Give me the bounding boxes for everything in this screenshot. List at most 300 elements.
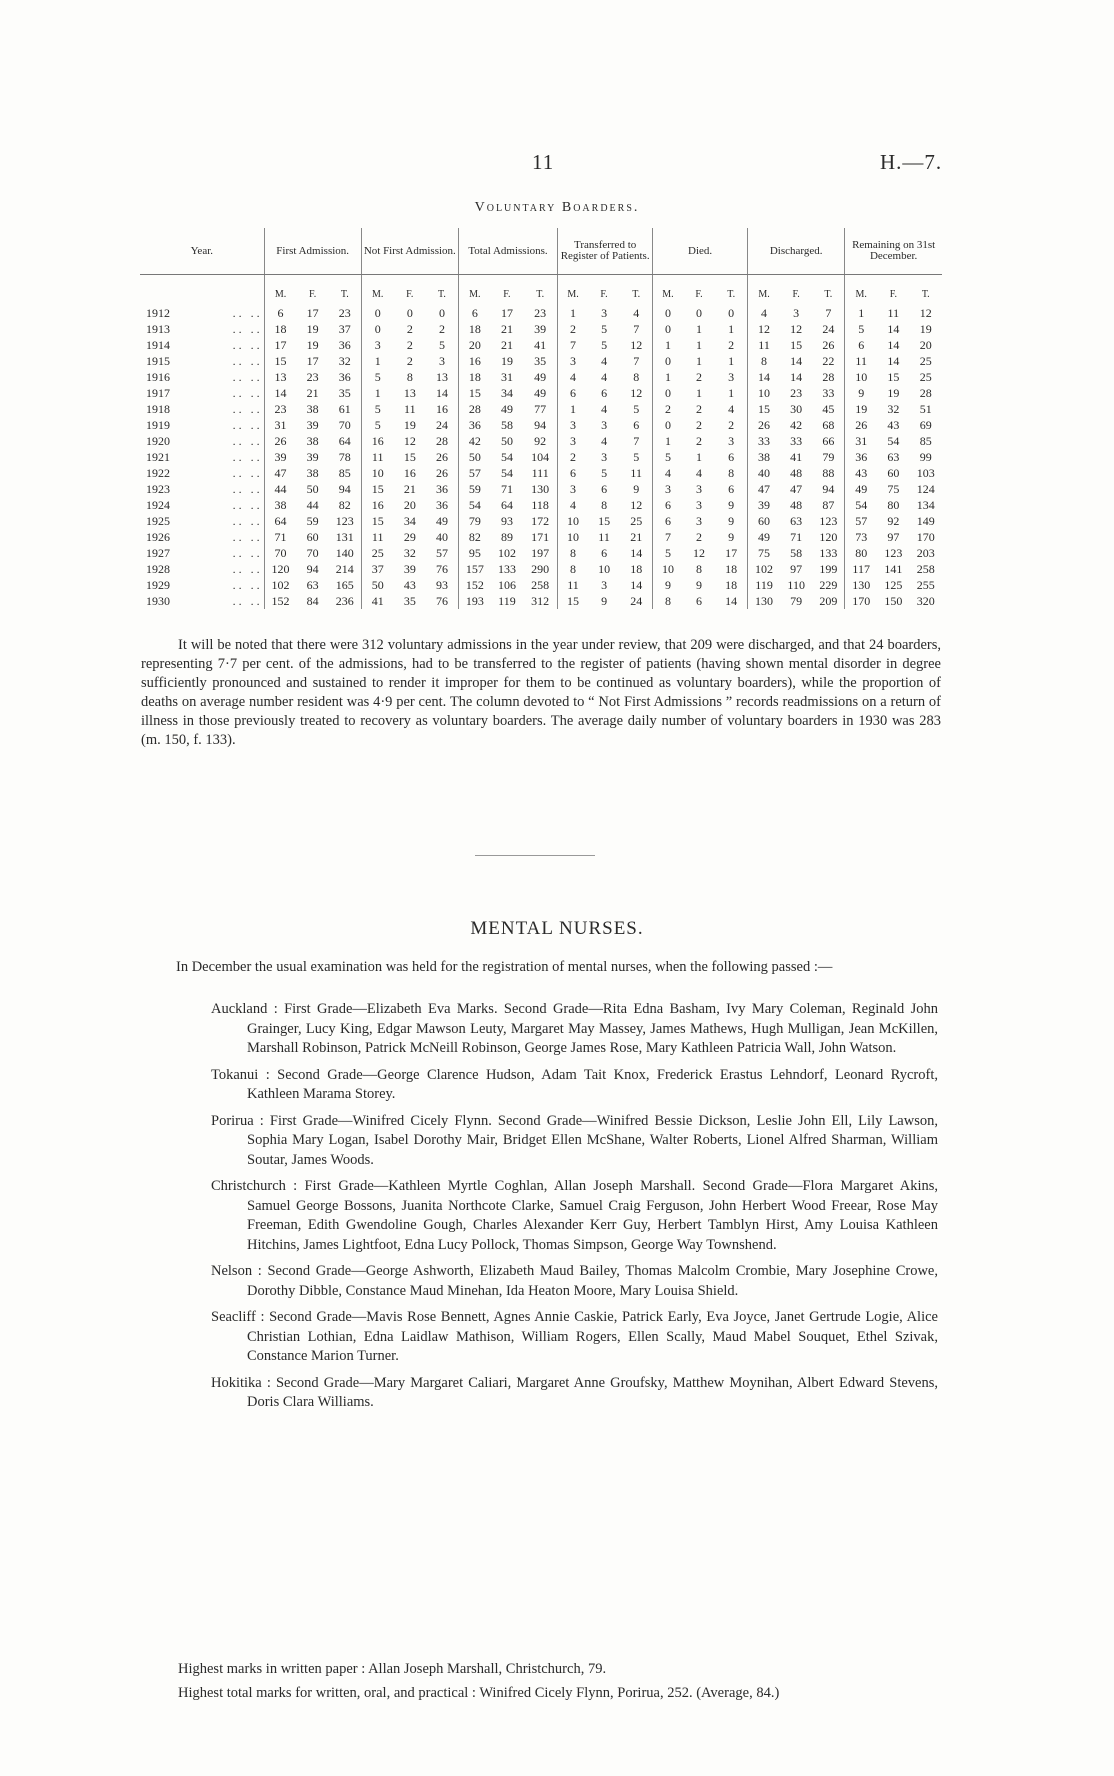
center-seacliff: Seacliff : Second Grade—Mavis Rose Bennett, Agnes Annie Caskie, Patrick Early, Eva Joyce, Janet Gertrude Logie, Alice Christian Lothian, Edna Laidlaw Mathison, William Rogers, Ellen Scally, Maud Mabel Souquet, Ethel Szivak, Constance Marion Turner. <box>211 1309 938 1364</box>
table-cell: 1 <box>653 369 683 385</box>
table-cell: 134 <box>916 498 935 512</box>
table-cell: 0 <box>653 305 683 321</box>
table-cell: 49 <box>845 481 877 497</box>
table-cell: 229 <box>819 578 838 592</box>
table-cell: 6 <box>601 482 608 496</box>
table-cell: 10 <box>598 562 611 576</box>
table-cell: 1 <box>728 386 735 400</box>
table-cell: 93 <box>435 578 448 592</box>
table-cell: 110 <box>787 578 805 592</box>
table-cell: 102 <box>748 561 780 577</box>
table-cell: 14 <box>725 594 738 608</box>
table-cell: 23 <box>534 306 547 320</box>
leader-dots: . . . . <box>232 466 260 480</box>
table-cell: 42 <box>458 433 490 449</box>
table-cell: 4 <box>601 434 608 448</box>
table-cell: 2 <box>406 354 413 368</box>
table-cell: 1 <box>653 433 683 449</box>
table-cell: 3 <box>558 433 588 449</box>
year-value: 1929 <box>146 578 170 592</box>
table-cell: 1 <box>558 401 588 417</box>
table-cell: 21 <box>500 338 513 352</box>
year-value: 1925 <box>146 514 170 528</box>
table-cell: 45 <box>822 402 835 416</box>
row-year <box>140 337 264 353</box>
table-cell: 21 <box>403 482 416 496</box>
table-cell: 130 <box>845 577 877 593</box>
table-cell: 21 <box>500 322 513 336</box>
table-cell: 75 <box>748 545 780 561</box>
row-year <box>140 513 264 529</box>
leader-dots: . . . . <box>232 402 260 416</box>
table-cell: 80 <box>887 498 900 512</box>
table-cell: 9 <box>845 385 877 401</box>
year-value: 1918 <box>146 402 170 416</box>
table-cell: 50 <box>306 482 319 496</box>
table-cell: 14 <box>748 369 780 385</box>
table-cell: 69 <box>919 418 932 432</box>
table-cell: 8 <box>558 561 588 577</box>
table-cell: 11 <box>748 337 780 353</box>
leader-dots: . . . . <box>232 338 260 352</box>
table-cell: 3 <box>601 418 608 432</box>
table-cell: 71 <box>790 530 803 544</box>
table-cell: 60 <box>887 466 900 480</box>
table-cell: 73 <box>845 529 877 545</box>
table-cell: 33 <box>748 433 780 449</box>
table-cell: 1 <box>696 354 703 368</box>
table-cell: 79 <box>790 594 803 608</box>
subheader-t: T. <box>340 289 349 300</box>
leader-dots: . . . . <box>232 578 260 592</box>
table-cell: 63 <box>790 514 803 528</box>
table-cell: 5 <box>653 545 683 561</box>
subheader-t: T. <box>727 289 736 300</box>
table-cell: 26 <box>435 466 448 480</box>
table-cell: 11 <box>630 466 642 480</box>
table-cell: 18 <box>264 321 296 337</box>
table-cell: 63 <box>306 578 319 592</box>
intro-text: In December the usual examination was held for the registration of mental nurses, when the following passed :— <box>176 959 833 975</box>
table-cell: 15 <box>887 370 900 384</box>
leader-dots: . . . . <box>232 322 260 336</box>
table-cell: 36 <box>338 338 351 352</box>
table-cell: 3 <box>558 417 588 433</box>
subheader-t: T. <box>632 289 641 300</box>
row-year <box>140 417 264 433</box>
table-cell: 4 <box>601 402 608 416</box>
table-cell: 80 <box>845 545 877 561</box>
table-cell: 4 <box>633 306 640 320</box>
table-cell: 1 <box>558 305 588 321</box>
table-cell: 16 <box>361 497 393 513</box>
table-cell: 258 <box>531 578 550 592</box>
table-cell: 15 <box>361 481 393 497</box>
table-cell: 16 <box>403 466 416 480</box>
table-cell: 3 <box>696 498 703 512</box>
table-cell: 35 <box>534 354 547 368</box>
table-cell: 12 <box>790 322 803 336</box>
table-cell: 133 <box>497 562 516 576</box>
table-cell: 49 <box>748 529 780 545</box>
table-cell: 104 <box>531 450 550 464</box>
table-cell: 47 <box>748 481 780 497</box>
table-cell: 47 <box>264 465 296 481</box>
table-cell: 3 <box>601 306 608 320</box>
leader-dots: . . . . <box>232 434 260 448</box>
table-cell: 0 <box>653 353 683 369</box>
table-cell: 59 <box>458 481 490 497</box>
table-cell: 10 <box>558 513 588 529</box>
subheader-m: M. <box>845 275 877 306</box>
table-cell: 43 <box>403 578 416 592</box>
table-row <box>140 321 942 337</box>
table-cell: 4 <box>696 466 703 480</box>
page-number: 11 <box>532 150 555 174</box>
table-cell: 209 <box>819 594 838 608</box>
table-cell: 60 <box>306 530 319 544</box>
subheader-t: T. <box>438 289 446 300</box>
table-cell: 94 <box>534 418 547 432</box>
table-cell: 71 <box>500 482 513 496</box>
col-header-transferred: Transferred to Register of Patients. <box>558 228 653 275</box>
table-cell: 106 <box>497 578 516 592</box>
subheader-f: F. <box>406 289 414 300</box>
table-row <box>140 545 942 561</box>
table-cell: 35 <box>403 594 416 608</box>
table-cell: 0 <box>406 306 413 320</box>
table-row <box>140 481 942 497</box>
table-cell: 15 <box>361 513 393 529</box>
table-cell: 61 <box>338 402 351 416</box>
table-cell: 25 <box>919 354 932 368</box>
table-cell: 6 <box>558 465 588 481</box>
subheader-f: F. <box>889 289 897 300</box>
table-row <box>140 593 942 609</box>
col-header-not-first-admission: Not First Admission. <box>361 228 458 275</box>
table-cell: 7 <box>653 529 683 545</box>
table-cell: 94 <box>306 562 319 576</box>
table-cell: 44 <box>306 498 319 512</box>
table-cell: 172 <box>531 514 550 528</box>
table-cell: 2 <box>696 370 703 384</box>
table-cell: 11 <box>845 353 877 369</box>
row-year <box>140 561 264 577</box>
table-cell: 76 <box>435 562 448 576</box>
table-cell: 39 <box>306 450 319 464</box>
table-cell: 15 <box>790 338 803 352</box>
table-cell: 38 <box>748 449 780 465</box>
table-cell: 84 <box>306 594 319 608</box>
leader-dots: . . . . <box>232 306 260 320</box>
leader-dots: . . . . <box>232 514 260 528</box>
table-cell: 6 <box>653 497 683 513</box>
table-row <box>140 401 942 417</box>
table-cell: 64 <box>500 498 513 512</box>
table-cell: 131 <box>335 530 354 544</box>
table-cell: 26 <box>435 450 448 464</box>
table-cell: 3 <box>728 434 735 448</box>
table-cell: 93 <box>500 514 513 528</box>
table-cell: 33 <box>790 434 803 448</box>
table-cell: 20 <box>403 498 416 512</box>
table-cell: 0 <box>653 385 683 401</box>
subheader-t: T. <box>921 289 930 300</box>
table-row <box>140 417 942 433</box>
voluntary-boarders-paragraph <box>141 636 941 750</box>
subheader-m: M. <box>361 275 393 306</box>
table-cell: 9 <box>728 530 735 544</box>
table-cell: 23 <box>338 306 351 320</box>
table-cell: 3 <box>728 370 735 384</box>
table-cell: 94 <box>338 482 351 496</box>
table-cell: 49 <box>534 370 547 384</box>
leader-dots: . . . . <box>232 450 260 464</box>
table-cell: 21 <box>630 530 643 544</box>
row-year <box>140 545 264 561</box>
table-cell: 130 <box>748 593 780 609</box>
table-cell: 117 <box>845 561 877 577</box>
document-code: H.—7. <box>880 150 943 174</box>
table-cell: 120 <box>264 561 296 577</box>
voluntary-boarders-table-wrapper <box>140 228 942 609</box>
table-cell: 68 <box>822 418 835 432</box>
table-cell: 8 <box>633 370 640 384</box>
table-cell: 94 <box>822 482 835 496</box>
table-cell: 290 <box>531 562 550 576</box>
table-cell: 49 <box>435 514 448 528</box>
table-cell: 47 <box>790 482 803 496</box>
table-cell: 152 <box>458 577 490 593</box>
table-cell: 39 <box>306 418 319 432</box>
table-cell: 17 <box>500 306 513 320</box>
year-value: 1912 <box>146 306 170 320</box>
table-cell: 16 <box>361 433 393 449</box>
table-cell: 34 <box>500 386 513 400</box>
table-row <box>140 337 942 353</box>
table-cell: 11 <box>558 577 588 593</box>
section-title-mental-nurses: MENTAL NURSES. <box>470 918 644 939</box>
table-cell: 12 <box>748 321 780 337</box>
table-row <box>140 433 942 449</box>
year-value: 1928 <box>146 562 170 576</box>
center-porirua: Porirua : First Grade—Winifred Cicely Flynn. Second Grade—Winifred Bessie Dickson, Leslie John Ell, Lily Lawson, Sophia Mary Logan, Isabel Dorothy Mair, Bridget Ellen McShane, Walter Roberts, Lionel Alfred Sharman, William Soutar, James Woods. <box>211 1112 938 1168</box>
table-cell: 40 <box>435 530 448 544</box>
table-cell: 18 <box>630 562 643 576</box>
row-year <box>140 369 264 385</box>
subheader-blank <box>140 275 264 306</box>
table-cell: 11 <box>598 530 610 544</box>
table-cell: 214 <box>335 562 354 576</box>
table-cell: 99 <box>919 450 932 464</box>
row-year <box>140 401 264 417</box>
table-cell: 78 <box>338 450 351 464</box>
center-auckland: Auckland : First Grade—Elizabeth Eva Marks. Second Grade—Rita Edna Basham, Ivy Mary Coleman, Reginald John Grainger, Lucy King, Edgar Mawson Leuty, Margaret May Massey, James Mathews, Hugh Mulligan, Jean McKillen, Marshall Robinson, Patrick McNeill Robinson, George James Rose, Mary Kathleen Patricia Wall, John Watson. <box>211 1001 938 1056</box>
table-cell: 3 <box>438 354 445 368</box>
table-cell: 102 <box>264 577 296 593</box>
table-cell: 41 <box>361 593 393 609</box>
table-cell: 6 <box>845 337 877 353</box>
table-cell: 4 <box>601 370 608 384</box>
subheader-t: T. <box>824 289 833 300</box>
table-cell: 2 <box>558 321 588 337</box>
table-cell: 19 <box>306 322 319 336</box>
year-value: 1916 <box>146 370 170 384</box>
table-cell: 130 <box>531 482 550 496</box>
table-cell: 85 <box>338 466 351 480</box>
year-value: 1920 <box>146 434 170 448</box>
table-cell: 44 <box>264 481 296 497</box>
table-cell: 2 <box>406 322 413 336</box>
table-cell: 22 <box>822 354 835 368</box>
leader-dots: . . . . <box>232 546 260 560</box>
subheader-f: F. <box>503 289 511 300</box>
row-year <box>140 529 264 545</box>
year-value: 1914 <box>146 338 170 352</box>
table-cell: 88 <box>822 466 835 480</box>
table-cell: 312 <box>531 594 550 608</box>
table-cell: 14 <box>630 546 643 560</box>
table-cell: 5 <box>845 321 877 337</box>
table-cell: 31 <box>500 370 513 384</box>
table-cell: 258 <box>916 562 935 576</box>
table-cell: 171 <box>531 530 550 544</box>
table-cell: 25 <box>630 514 643 528</box>
table-cell: 7 <box>633 322 640 336</box>
table-cell: 14 <box>887 354 900 368</box>
table-cell: 14 <box>887 322 900 336</box>
table-cell: 50 <box>361 577 393 593</box>
table-cell: 2 <box>696 530 703 544</box>
table-cell: 10 <box>748 385 780 401</box>
col-header-total-admissions: Total Admissions. <box>458 228 557 275</box>
table-row <box>140 449 942 465</box>
highest-total-marks: Highest total marks for written, oral, and practical : Winifred Cicely Flynn, Porirua, 252. (Average, 84.) <box>178 1684 780 1701</box>
table-cell: 120 <box>819 530 838 544</box>
table-cell: 149 <box>916 514 935 528</box>
table-cell: 10 <box>558 529 588 545</box>
table-cell: 0 <box>438 306 445 320</box>
year-value: 1913 <box>146 322 170 336</box>
table-cell: 4 <box>558 497 588 513</box>
table-cell: 6 <box>601 386 608 400</box>
table-cell: 6 <box>728 450 735 464</box>
table-cell: 75 <box>887 482 900 496</box>
table-cell: 7 <box>558 337 588 353</box>
table-cell: 37 <box>361 561 393 577</box>
table-cell: 26 <box>264 433 296 449</box>
table-cell: 28 <box>919 386 932 400</box>
table-cell: 24 <box>435 418 448 432</box>
table-cell: 39 <box>534 322 547 336</box>
table-cell: 8 <box>696 562 703 576</box>
table-cell: 38 <box>306 434 319 448</box>
table-cell: 19 <box>403 418 416 432</box>
table-cell: 5 <box>361 401 393 417</box>
col-header-discharged: Discharged. <box>748 228 845 275</box>
table-cell: 8 <box>406 370 413 384</box>
table-cell: 9 <box>601 594 608 608</box>
table-row <box>140 497 942 513</box>
table-cell: 140 <box>335 546 354 560</box>
table-cell: 1 <box>728 354 735 368</box>
table-cell: 0 <box>653 321 683 337</box>
table-cell: 36 <box>435 482 448 496</box>
table-cell: 82 <box>458 529 490 545</box>
table-cell: 2 <box>653 401 683 417</box>
table-cell: 64 <box>338 434 351 448</box>
table-cell: 25 <box>361 545 393 561</box>
col-header-year: Year. <box>140 228 264 275</box>
table-cell: 12 <box>919 306 932 320</box>
table-cell: 54 <box>458 497 490 513</box>
table-cell: 5 <box>438 338 445 352</box>
table-cell: 12 <box>693 546 706 560</box>
table-cell: 10 <box>653 561 683 577</box>
table-cell: 39 <box>403 562 416 576</box>
subheader-f: F. <box>792 289 800 300</box>
table-cell: 16 <box>435 402 448 416</box>
table-cell: 36 <box>458 417 490 433</box>
subheader-m: M. <box>264 275 296 306</box>
row-year <box>140 353 264 369</box>
table-cell: 2 <box>696 402 703 416</box>
table-cell: 255 <box>916 578 935 592</box>
table-cell: 119 <box>748 577 780 593</box>
table-cell: 14 <box>887 338 900 352</box>
table-cell: 34 <box>403 514 416 528</box>
table-cell: 14 <box>790 354 803 368</box>
table-cell: 123 <box>819 514 838 528</box>
table-cell: 59 <box>306 514 319 528</box>
table-cell: 0 <box>361 321 393 337</box>
table-cell: 57 <box>845 513 877 529</box>
table-row <box>140 529 942 545</box>
subheader-t: T. <box>536 289 545 300</box>
table-cell: 10 <box>361 465 393 481</box>
table-cell: 118 <box>531 498 549 512</box>
table-cell: 6 <box>601 546 608 560</box>
table-cell: 54 <box>845 497 877 513</box>
leader-dots: . . . . <box>232 594 260 608</box>
subheader-f: F. <box>695 289 703 300</box>
leader-dots: . . . . <box>232 354 260 368</box>
table-cell: 23 <box>306 370 319 384</box>
table-cell: 70 <box>264 545 296 561</box>
table-cell: 36 <box>435 498 448 512</box>
table-cell: 170 <box>916 530 935 544</box>
table-cell: 2 <box>696 434 703 448</box>
table-cell: 5 <box>633 450 640 464</box>
mental-nurses-intro <box>142 958 939 977</box>
table-row <box>140 577 942 593</box>
leader-dots: . . . . <box>232 418 260 432</box>
leader-dots: . . . . <box>232 386 260 400</box>
table-cell: 28 <box>822 370 835 384</box>
leader-dots: . . . . <box>232 498 260 512</box>
row-year <box>140 305 264 321</box>
center-hokitika: Hokitika : Second Grade—Mary Margaret Caliari, Margaret Anne Groufsky, Matthew Moynihan, Albert Edward Stevens, Doris Clara Williams. <box>211 1374 938 1410</box>
table-cell: 18 <box>458 321 490 337</box>
table-cell: 29 <box>403 530 416 544</box>
table-cell: 102 <box>497 546 516 560</box>
table-cell: 3 <box>558 481 588 497</box>
table-cell: 18 <box>725 578 738 592</box>
table-cell: 6 <box>458 305 490 321</box>
table-cell: 3 <box>696 514 703 528</box>
table-cell: 66 <box>822 434 835 448</box>
row-year <box>140 593 264 609</box>
